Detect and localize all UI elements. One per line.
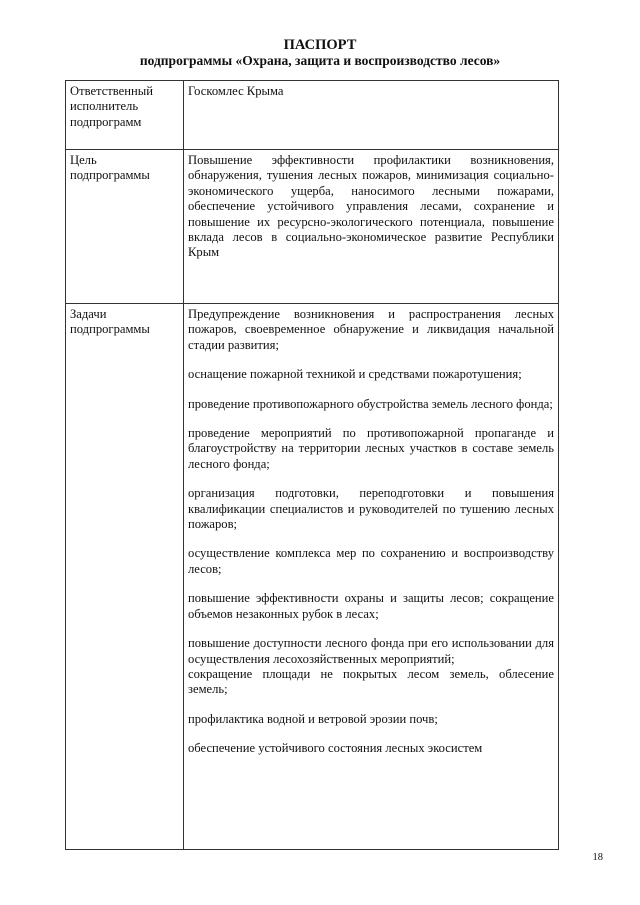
task-item: обеспечение устойчивого состояния лесных экосистем [188, 741, 483, 756]
task-item: сокращение площади не покрытых лесом земель, облесение земель; [188, 666, 554, 697]
goal-value: Повышение эффективности профилактики возникновения, обнаружения, тушения лесных пожаров, минимизация социально-экономического ущерба, наносимого лесными пожарами, обеспечение устойчивого управления лесами, сохранение и повышение их ресурсно-экологического потенциала, повышение вклада лесов в социально-экономическое развитие Республики Крым [184, 150, 559, 304]
goal-label: Цель подпрограммы [66, 150, 184, 304]
executor-value: Госкомлес Крыма [184, 81, 559, 150]
table-row-goal [66, 150, 559, 304]
task-item: проведение противопожарного обустройства земель лесного фонда; [188, 396, 553, 411]
document-title: ПАСПОРТ [283, 37, 357, 53]
task-item: осуществление комплекса мер по сохранению и воспроизводству лесов; [188, 546, 554, 576]
table-row-executor [66, 81, 559, 150]
passport-table [65, 80, 559, 850]
task-item: проведение мероприятий по противопожарной пропаганде и благоустройству на территории лесных участков в составе земель лесного фонда; [188, 426, 554, 471]
task-item: повышение эффективности охраны и защиты лесов; сокращение объемов незаконных рубок в лесах; [188, 591, 554, 621]
task-item: организация подготовки, переподготовки и повышения квалификации специалистов и руководителей по тушению лесных пожаров; [188, 486, 554, 532]
task-item: профилактика водной и ветровой эрозии почв; [188, 711, 438, 726]
task-item: повышение доступности лесного фонда при его использовании для осуществления лесохозяйственных мероприятий; [188, 636, 554, 666]
table-row-tasks [66, 304, 559, 850]
tasks-label: Задачи подпрограммы [66, 304, 184, 850]
executor-label: Ответственный исполнитель подпрограмм [66, 81, 184, 150]
page-number: 18 [592, 852, 603, 863]
document-subtitle: подпрограммы «Охрана, защита и воспроизводство лесов» [139, 53, 501, 68]
task-item: Предупреждение возникновения и распространения лесных пожаров, своевременное обнаружение и ликвидация начальной стадии развития; [188, 307, 554, 352]
tasks-value [184, 304, 559, 850]
task-item: оснащение пожарной техникой и средствами пожаротушения; [188, 367, 522, 382]
